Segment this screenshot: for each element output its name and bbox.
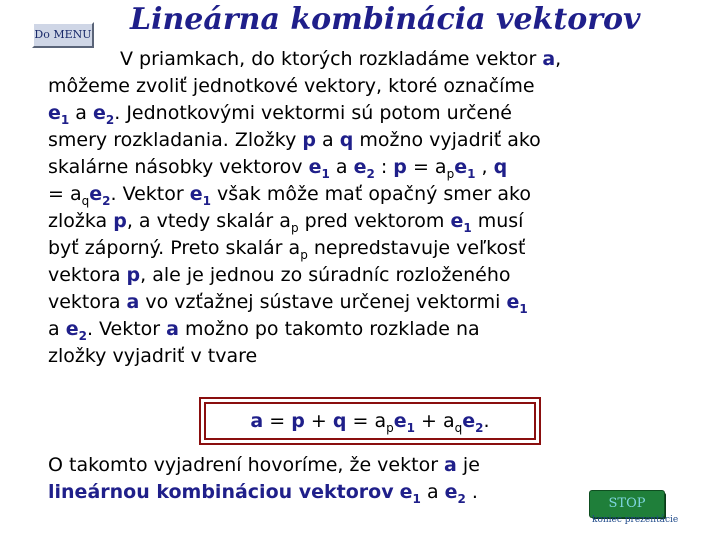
text-line: $e_1$ a $e_2$. Jednotkovými vektormi sú potom určené	[48, 102, 512, 127]
text-line: smery rozkladania. Zložky p a q možno vyjadriť ako	[48, 129, 541, 151]
text-line: = $a_qe_2$. Vektor $e_1$ však môže mať opačný smer ako	[48, 183, 531, 208]
formula-box: $a = p + q = a_pe_1 + a_qe_2$.	[199, 397, 541, 445]
stop-caption: koniec prezentácie	[592, 515, 679, 525]
text-line: vektora p, ale je jednou zo súradníc rozloženého	[48, 264, 511, 286]
menu-button[interactable]: Do MENU	[32, 22, 94, 48]
text-line: môžeme zvoliť jednotkové vektory, ktoré označíme	[48, 75, 535, 97]
text-line: byť záporný. Preto skalár $a_p$ nepredstavuje veľkosť	[48, 237, 526, 262]
text-line: lineárnou kombináciou vektorov $e_1$ a $e_2$ .	[48, 481, 478, 506]
text-line: O takomto vyjadrení hovoríme, že vektor a je	[48, 454, 480, 476]
explanation-paragraph	[48, 46, 668, 370]
conclusion-text	[48, 452, 668, 506]
text-line: zložky vyjadriť v tvare	[48, 345, 258, 367]
formula-vector-a: a	[250, 410, 264, 432]
text-line: vektora a vo vzťažnej sústave určenej vektormi $e_1$	[48, 291, 528, 316]
text-line: a $e_2$. Vektor a možno po takomto rozklade na	[48, 318, 480, 343]
text-line: skalárne násobky vektorov $e_1$ a $e_2$ : $p = a_pe_1$ , q	[48, 156, 508, 181]
page-title: Lineárna kombinácia vektorov	[130, 2, 641, 37]
text-line: V priamkach, do ktorých rozkladáme vektor a,	[120, 48, 562, 70]
stop-button[interactable]: STOP	[590, 491, 664, 517]
text-line: zložka p, a vtedy skalár $a_p$ pred vektorom $e_1$ musí	[48, 210, 524, 235]
